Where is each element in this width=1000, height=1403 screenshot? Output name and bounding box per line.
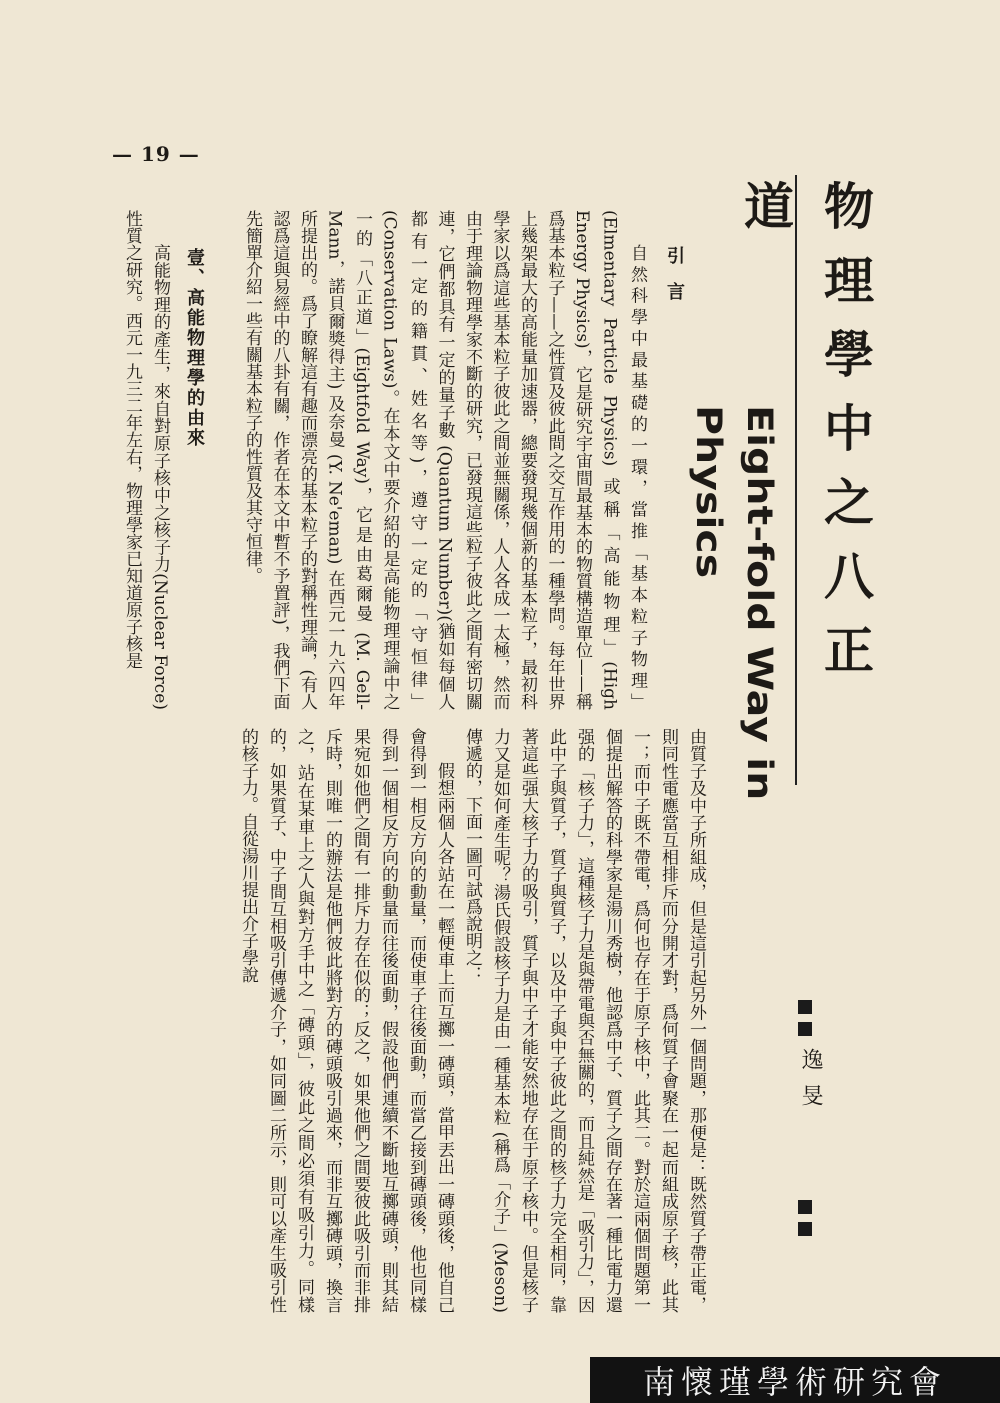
author-name: 逸旻 <box>798 1048 823 1120</box>
body-paragraph-brick-analogy: 假想兩個人各站在一輕便車上而互擲一磚頭，當甲丟出一磚頭後，他自己會得到一相反方向的動量，而使車子往後面動，而當乙接到磚頭後，他也同樣得到一個相反方向的動量而往後面動，假設他們連續不斷地互擲磚頭，則其結果宛如他們之間有一排斥力存在似的；反之，如果他們之間要彼此吸引而非排斥時，則唯一的辦法是他們彼此將對方的磚頭吸引過來，而非互擲磚頭，換言之，站在某車上之人與對方手中之「磚頭」，彼此之間必須有吸引力。同樣的，如果質子、中子間互相吸引傳遞介子，如同圖二所示，則可以產生吸引性的核子力。自從湯川提出介子學說 <box>238 728 454 1313</box>
page-number: — 19 — <box>112 142 200 166</box>
author-bullet-square-icon <box>798 1222 812 1236</box>
section-heading-introduction: 引言 <box>664 246 685 318</box>
origin-paragraph: 高能物理的產生，來自對原子核中之核子力(Nuclear Force) 性質之研究。西元一九三二年左右，物理學家已知道原子核是 <box>122 210 170 710</box>
author-block <box>790 1000 830 1240</box>
article-title-chinese: 物理學中之八正道 <box>736 180 875 698</box>
watermark-text: 南懷瑾學術研究會 <box>642 1363 947 1401</box>
title-divider-rule <box>795 175 797 785</box>
author-bullet-square-icon <box>798 1000 812 1014</box>
author-bullet-square-icon <box>798 1022 812 1036</box>
article-title-english: Eight-fold Way in Physics <box>688 405 781 801</box>
introduction-paragraph: 自然科學中最基礎的一環，當推「基本粒子物理」(Elmentary Particle Physics) 或稱「高能物理」(High Energy Physics)，它是研究宇宙間最基本的物質構造單位——稱爲基本粒子——之性質及彼此間之交互作用的一種學問。每年世界上幾架最大的高能量加速器，總要發現幾個新的基本粒子，最初科學家以爲這些基本粒子彼此之間並無關係，人人各成一太極，然而由于理論物理學家不斷的研究，已發現這些粒子彼此之間有密切關連，它們都具有一定的量子數 (Quantum Number)(猶如每個人都有一定的籍貫、姓名等)，遵守一定的「守恒律」(Conservation Laws)。在本文中要介紹的是高能物理理論中之一的「八正道」(Eightfold Way)，它是由葛爾曼 (M. Gell-Mann，諾貝爾獎得主) 及奈曼 (Y. Ne'eman) 在西元一九六四年所提出的。爲了瞭解這有趣而漂亮的基本粒子的對稱性理論，(有人認爲這與易經中的八卦有關，作者在本文中暫不予置評)，我們下面先簡單介紹一些有關基本粒子的性質及其守恒律。 <box>242 210 647 710</box>
author-bullet-square-icon <box>798 1200 812 1214</box>
section-heading-origin: 壹、高能物理學的由來 <box>184 248 205 448</box>
lower-text-block <box>110 728 710 1313</box>
watermark-banner <box>590 1357 1000 1403</box>
body-paragraph-nuclear-force: 由質子及中子所組成，但是這引起另外一個問題，那便是：既然質子帶正電，則同性電應當互相排斥而分開才對，爲何質子會聚在一起而組成原子核，此其一；而中子既不帶電，爲何也存在于原子核中，此其二。對於這兩個問題第一個提出解答的科學家是湯川秀樹，他認爲中子、質子之間存在著一種比電力還强的「核子力」，這種核子力是與帶電與否無關的，而且純然是「吸引力」，因此中子與質子，質子與質子，以及中子與中子彼此之間的核子力完全相同，靠著這些强大核子力的吸引，質子與中子才能安然地存在于原子核中。但是核子力又是如何產生呢？湯氏假設核子力是由一種基本粒 (稱爲「介子」(Meson) 傳遞的，下面一圖可試爲說明之： <box>462 728 706 1313</box>
